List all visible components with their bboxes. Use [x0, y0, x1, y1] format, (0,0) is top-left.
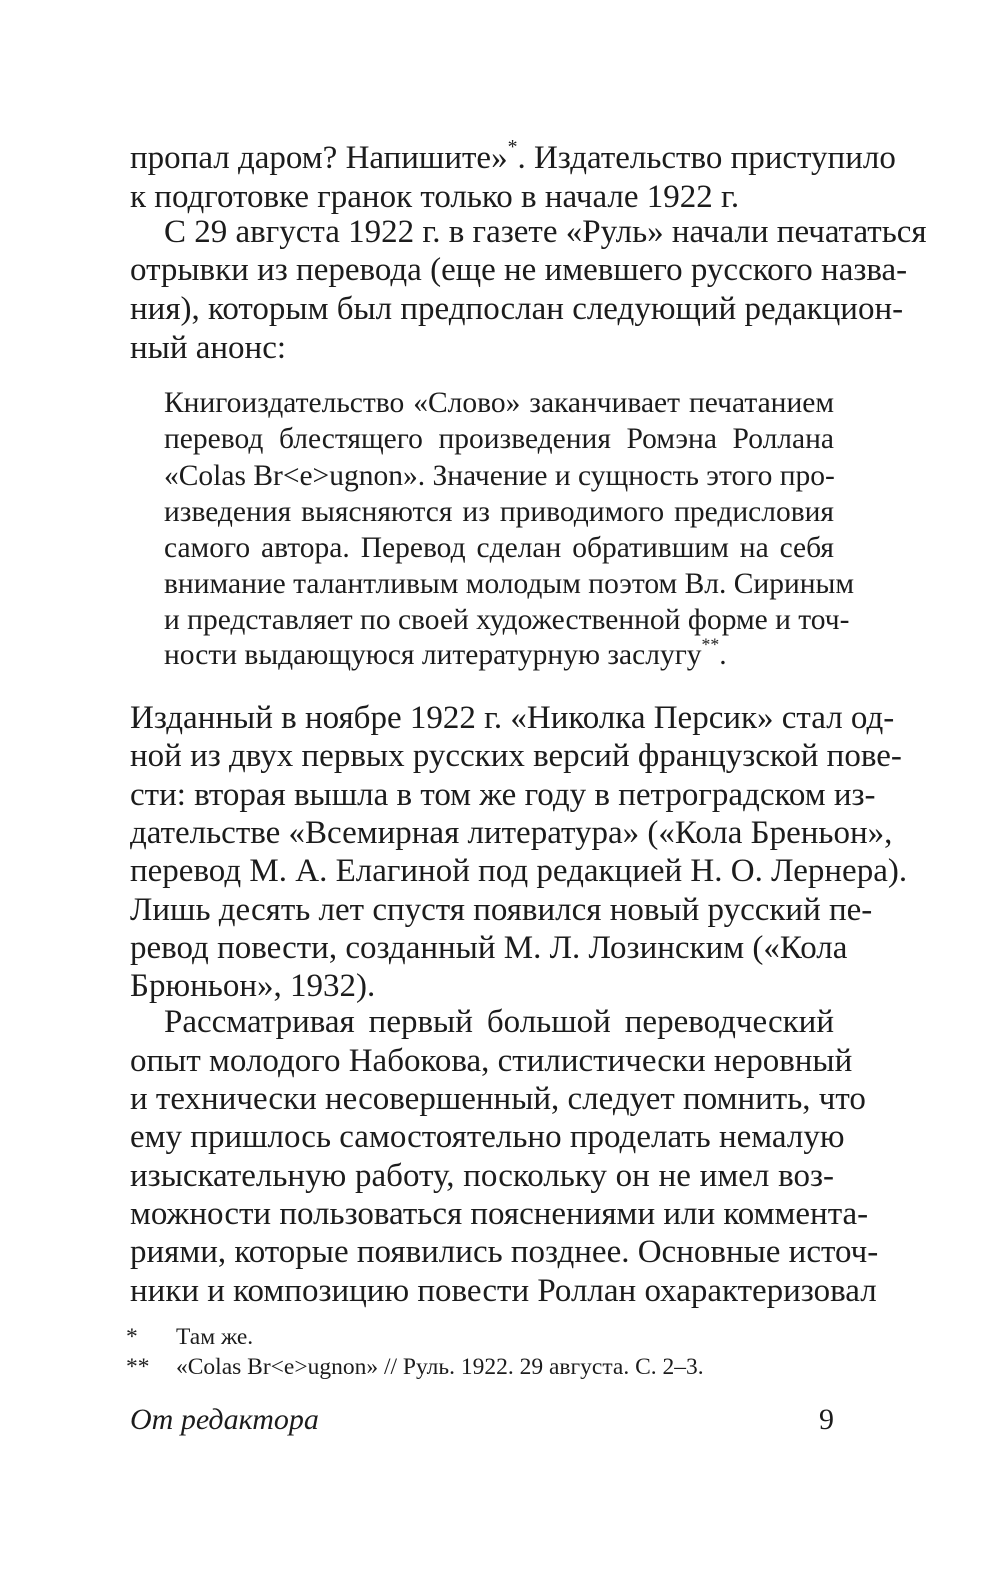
paragraph-3-line-2: ной из двух первых русских версий французской пове- — [130, 738, 902, 774]
footnote-2-text: «Colas Br<e>ugnon» // Руль. 1922. 29 августа. С. 2–3. — [176, 1354, 704, 1380]
footnote-ref-2[interactable]: ** — [701, 634, 720, 655]
paragraph-3-line-5: перевод М. А. Елагиной под редакцией Н. О. Лернера). — [130, 853, 908, 889]
text-segment: . — [719, 639, 727, 671]
text-segment: пропал даром? Напишите» — [130, 140, 508, 176]
paragraph-2-line-1: С 29 августа 1922 г. в газете «Руль» начали печататься — [164, 214, 927, 250]
paragraph-4-line-2: опыт молодого Набокова, стилистически неровный — [130, 1043, 853, 1079]
paragraph-4-line-4: ему пришлось самостоятельно проделать немалую — [130, 1119, 845, 1155]
paragraph-2-line-2: отрывки из перевода (еще не имевшего русского назва- — [130, 252, 908, 288]
footnote-ref-1[interactable]: * — [507, 136, 518, 159]
paragraph-3-line-1: Изданный в ноябре 1922 г. «Николка Персик» стал од- — [130, 700, 895, 736]
quote-line-5: самого автора. Перевод сделан обратившим на себя — [164, 532, 834, 564]
paragraph-3-line-8: Брюньон», 1932). — [130, 968, 376, 1004]
quote-line-6: внимание талантливым молодым поэтом Вл. Сириным — [164, 568, 855, 600]
paragraph-2-line-3: ния), которым был предпослан следующий редакцион- — [130, 291, 904, 327]
text-segment: ности выдающуюся литературную заслугу — [164, 639, 702, 671]
paragraph-1-line-1 — [130, 136, 896, 177]
page-number: 9 — [819, 1403, 834, 1436]
paragraph-2-line-4: ный анонс: — [130, 330, 287, 366]
paragraph-4-line-7: риями, которые появились позднее. Основные источ- — [130, 1234, 879, 1270]
quote-line-3: «Colas Br<e>ugnon». Значение и сущность этого про- — [164, 460, 835, 492]
paragraph-3-line-7: ревод повести, созданный М. Л. Лозинским («Кола — [130, 930, 848, 966]
quote-line-4: изведения выясняются из приводимого предисловия — [164, 496, 834, 528]
quote-line-2: перевод блестящего произведения Ромэна Роллана — [164, 423, 834, 455]
quote-line-8 — [164, 634, 834, 673]
footnote-1-mark: * — [126, 1324, 138, 1350]
footnote-2-mark: ** — [126, 1354, 150, 1380]
paragraph-4-line-3: и технически несовершенный, следует помнить, что — [130, 1081, 866, 1117]
text-segment: . Издательство приступило — [517, 140, 896, 176]
paragraph-4-line-5: изыскательную работу, поскольку он не имел воз- — [130, 1158, 834, 1194]
running-title: От редактора — [130, 1403, 319, 1436]
paragraph-4-line-6: можности пользоваться пояснениями или коммента- — [130, 1196, 869, 1232]
paragraph-4-line-8: ники и композицию повести Роллан охарактеризовал — [130, 1273, 877, 1309]
paragraph-1-line-2: к подготовке гранок только в начале 1922 г. — [130, 179, 740, 215]
paragraph-3-line-4: дательстве «Всемирная литература» («Кола Бреньон», — [130, 815, 893, 851]
paragraph-4-line-1: Рассматривая первый большой переводческий — [164, 1004, 834, 1040]
quote-line-1: Книгоиздательство «Слово» заканчивает печатанием — [164, 387, 834, 419]
quote-line-7: и представляет по своей художественной форме и точ- — [164, 604, 850, 636]
footnote-1-text: Там же. — [176, 1324, 254, 1350]
paragraph-3-line-3: сти: вторая вышла в том же году в петроградском из- — [130, 777, 876, 813]
paragraph-3-line-6: Лишь десять лет спустя появился новый русский пе- — [130, 892, 873, 928]
